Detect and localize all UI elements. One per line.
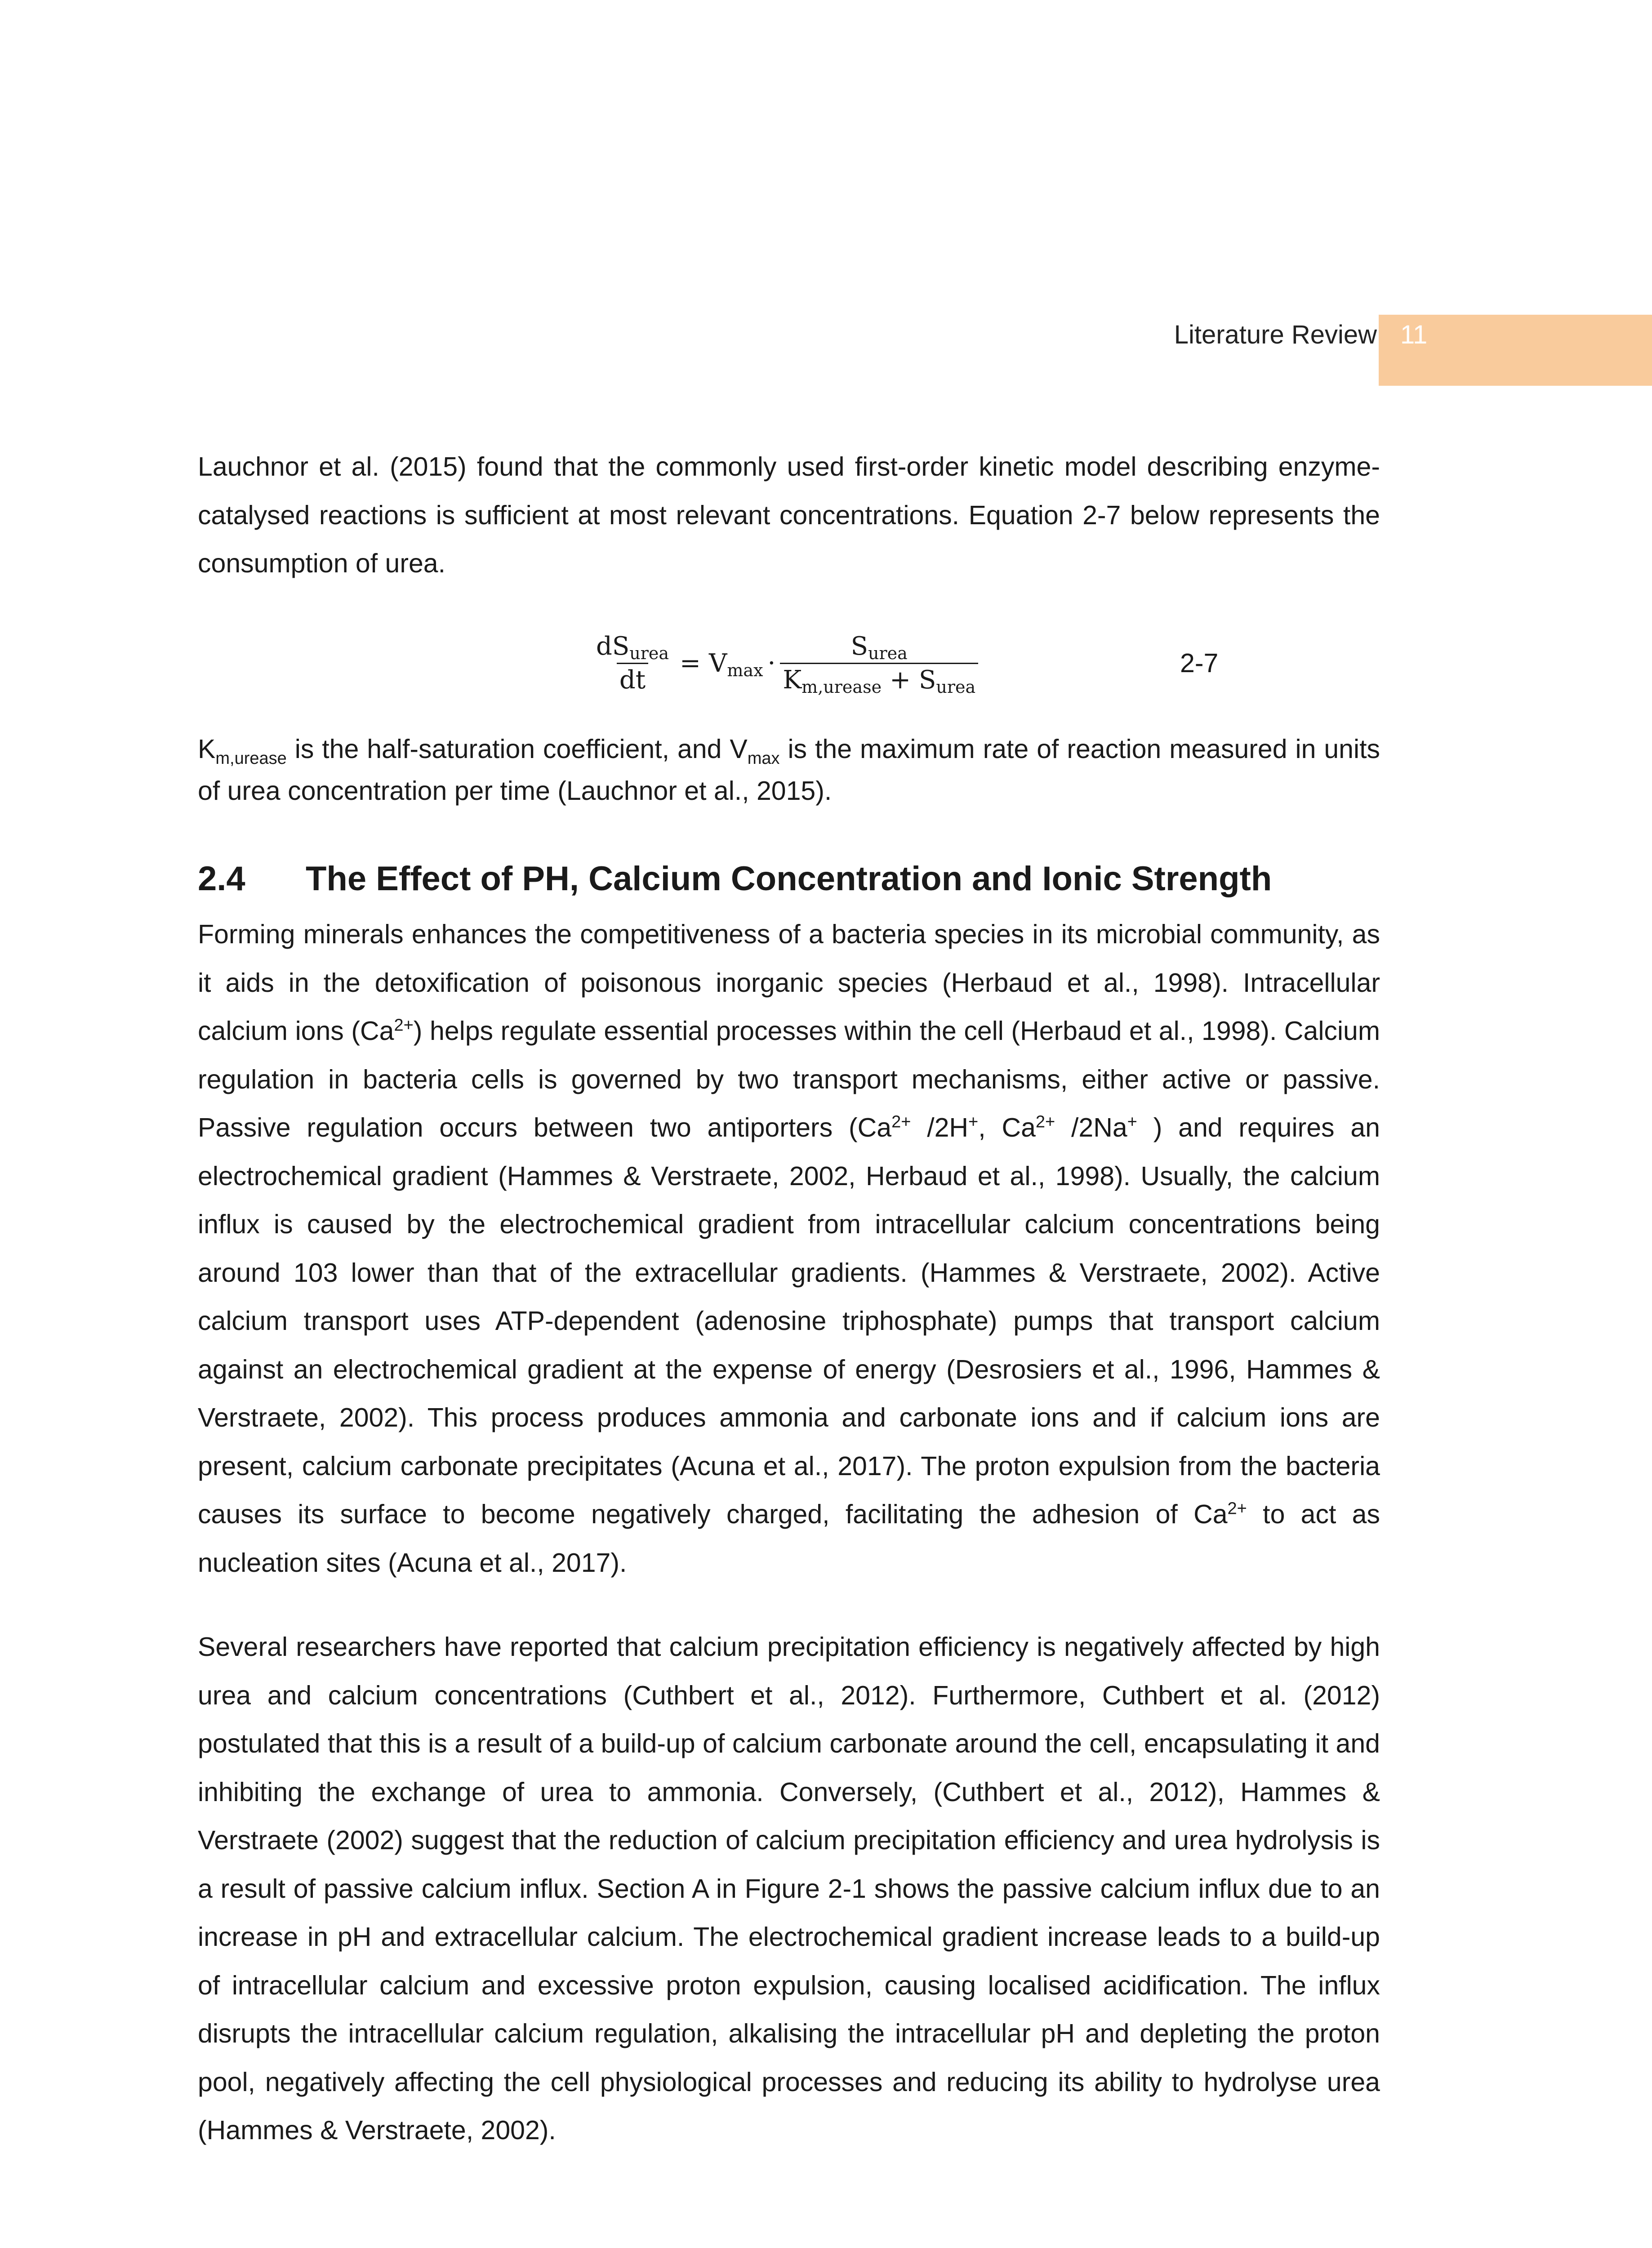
rhs-fraction: $\frac{S_{urea}}{K_{m,urease} + S_{urea}}$ (780, 630, 978, 696)
intro-paragraph: Lauchnor et al. (2015) found that the commonly used first-order kinetic model describing enzyme-catalysed reactions is sufficient at most relevant concentrations. Equation 2-7 below represents the consumption of urea. (198, 452, 1380, 578)
vmax-term: $V_{max}$ (708, 648, 763, 680)
definition-section (198, 728, 1380, 812)
section-number: 2.4 (198, 860, 245, 898)
section-heading (198, 856, 1272, 901)
equals-sign: = (680, 648, 701, 678)
multiply-dot: · (767, 648, 776, 678)
intro-section (198, 443, 1380, 588)
equation-number: 2-7 (1180, 648, 1219, 678)
section-title: The Effect of PH, Calcium Concentration and Ionic Strength (306, 860, 1272, 898)
lhs-fraction: $\frac{dS_{urea}}{dt}$ (593, 630, 672, 696)
equation-2-7 (593, 623, 978, 704)
body-paragraph-2: Several researchers have reported that calcium precipitation efficiency is negatively affected by high urea and calcium concentrations (Cuthbert et al., 2012). Furthermore, Cuthbert et al. (2012) postulated that this is a result of a build-up of calcium carbonate around the cell, encapsulating it and inhibiting the exchange of urea to ammonia. Conversely, (Cuthbert et al., 2012), Hammes & Verstraete (2002) suggest that the reduction of calcium precipitation efficiency and urea hydrolysis is a result of passive calcium influx. Section A in Figure 2-1 shows the passive calcium influx due to an increase in pH and extracellular calcium. The electrochemical gradient increase leads to a build-up of intracellular calcium and excessive proton expulsion, causing localised acidification. The influx disrupts the intracellular calcium regulation, alkalising the intracellular pH and depleting the proton pool, negatively affecting the cell physiological processes and reducing its ability to hydrolyse urea (Hammes & Verstraete, 2002). (198, 1632, 1380, 2145)
body-section-2 (198, 1623, 1380, 2155)
page-number: 11 (1400, 320, 1428, 349)
definition-paragraph: $K_{m,urease}$ is the half-saturation coefficient, and $V_{max}$ is the maximum rate of reaction measured in units of urea concentration per time (Lauchnor et al., 2015). (198, 734, 1380, 806)
page-number-tab (1379, 315, 1652, 386)
body-paragraph-1: Forming minerals enhances the competitiveness of a bacteria species in its microbial community, as it aids in the detoxification of poisonous inorganic species (Herbaud et al., 1998). Intracellular calcium ions $(Ca^{2+})$ helps regulate essential processes within the cell (Herbaud et al., 1998). Calcium regulation in bacteria cells is governed by two transport mechanisms, either active or passive. Passive regulation occurs between two antiporters ($Ca^{2+}$ /2H+, $Ca^{2+}$ /2Na+ ) and requires an electrochemical gradient (Hammes & Verstraete, 2002, Herbaud et al., 1998). Usually, the calcium influx is caused by the electrochemical gradient from intracellular calcium concentrations being around 103 lower than that of the extracellular gradients. (Hammes & Verstraete, 2002). Active calcium transport uses ATP-dependent (adenosine triphosphate) pumps that transport calcium against an electrochemical gradient at the expense of energy (Desrosiers et al., 1996, Hammes & Verstraete, 2002). This process produces ammonia and carbonate ions and if calcium ions are present, calcium carbonate precipitates (Acuna et al., 2017). The proton expulsion from the bacteria causes its surface to become negatively charged, facilitating the adhesion of $Ca^{2+}$ to act as nucleation sites (Acuna et al., 2017). (198, 919, 1380, 1578)
running-header-title: Literature Review (1174, 320, 1377, 349)
body-section (198, 910, 1380, 1587)
